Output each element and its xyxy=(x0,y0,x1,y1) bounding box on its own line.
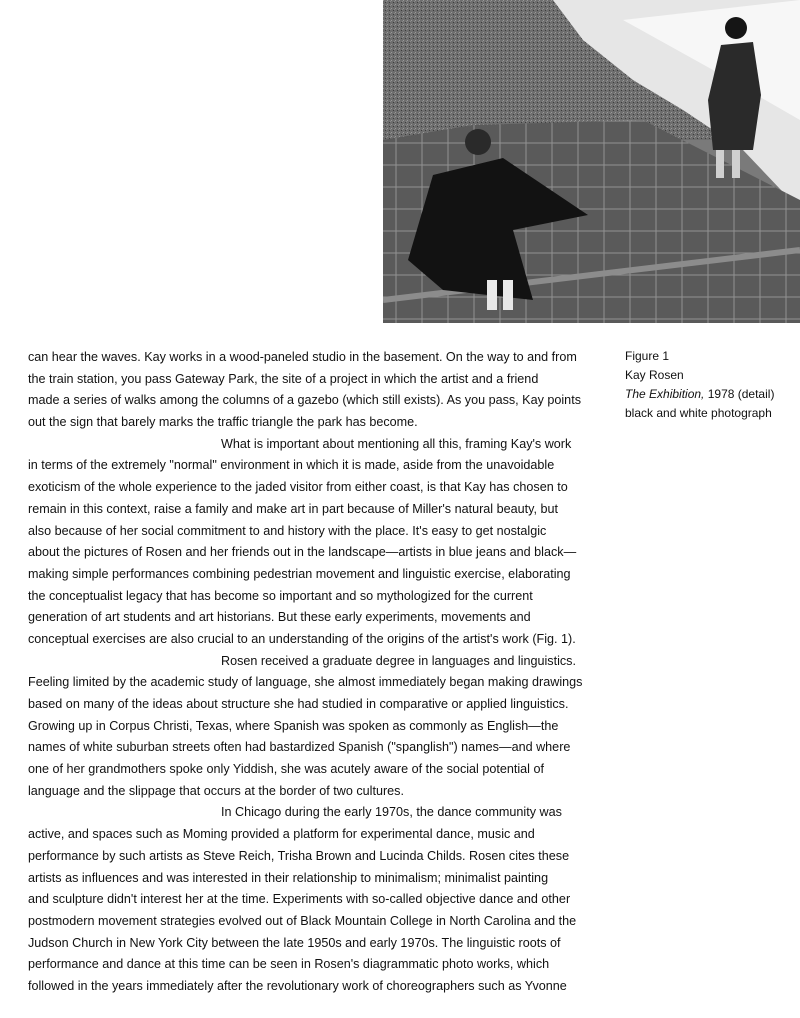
caption-date: 1978 (detail) xyxy=(704,387,775,401)
text-line: in terms of the extremely "normal" environment in which it is made, aside from the unavoidable xyxy=(28,458,555,473)
caption-artist: Kay Rosen xyxy=(625,368,684,382)
text-line: also because of her social commitment to and history with the place. It's easy to get nostalgic xyxy=(28,523,547,538)
text-line: about the pictures of Rosen and her friends out in the landscape—artists in blue jeans and black— xyxy=(28,545,577,560)
text-line: exoticism of the whole experience to the jaded visitor from either coast, is that Kay has chosen to xyxy=(28,480,568,495)
text-line: one of her grandmothers spoke only Yiddish, she was acutely aware of the social potential of xyxy=(28,762,544,777)
figure-caption xyxy=(625,347,797,423)
text-line: In Chicago during the early 1970s, the dance community was xyxy=(221,805,562,820)
text-line: conceptual exercises are also crucial to an understanding of the origins of the artist's work (Fig. 1). xyxy=(28,631,576,646)
text-line: made a series of walks among the columns of a gazebo (which still exists). As you pass, Kay points xyxy=(28,393,581,408)
text-line: Judson Church in New York City between the late 1950s and early 1970s. The linguistic roots of xyxy=(28,935,561,950)
text-line: can hear the waves. Kay works in a wood-paneled studio in the basement. On the way to and from xyxy=(28,350,577,364)
text-line: and sculpture didn't interest her at the time. Experiments with so-called objective dance and other xyxy=(28,892,571,907)
caption-title: The Exhibition, xyxy=(625,387,705,401)
text-line: the train station, you pass Gateway Park, the site of a project in which the artist and a friend xyxy=(28,371,539,386)
text-line: performance and dance at this time can be seen in Rosen's diagrammatic photo works, which xyxy=(28,957,550,972)
text-line: generation of art students and art historians. But these early experiments, movements and xyxy=(28,610,531,625)
caption-title-line xyxy=(625,385,797,404)
caption-figure-label: Figure 1 xyxy=(625,349,670,363)
text-line: Rosen received a graduate degree in languages and linguistics. xyxy=(221,653,576,668)
text-line: artists as influences and was interested in their relationship to minimalism; minimalist painting xyxy=(28,870,549,885)
text-line: the conceptualist legacy that has become so important and so mythologized for the current xyxy=(28,588,533,603)
text-line: Feeling limited by the academic study of language, she almost immediately began making drawings xyxy=(28,675,583,690)
text-line: followed in the years immediately after the revolutionary work of choreographers such as Yvonne xyxy=(28,978,567,993)
text-line: active, and spaces such as Moming provided a platform for experimental dance, music and xyxy=(28,827,535,842)
text-line: postmodern movement strategies evolved out of Black Mountain College in North Carolina and the xyxy=(28,913,577,928)
text-line: based on many of the ideas about structure she had studied in comparative or applied linguistics. xyxy=(28,697,569,711)
photograph-image xyxy=(383,0,800,323)
text-line: out the sign that barely marks the traffic triangle the park has become. xyxy=(28,415,418,430)
text-line: language and the slippage that occurs at the border of two cultures. xyxy=(28,783,404,798)
body-text xyxy=(28,347,613,998)
text-line: performance by such artists as Steve Reich, Trisha Brown and Lucinda Childs. Rosen cites these xyxy=(28,848,570,863)
figure-photograph xyxy=(383,0,800,323)
text-line: Growing up in Corpus Christi, Texas, where Spanish was spoken as commonly as English—the xyxy=(28,718,559,733)
text-line: names of white suburban streets often had bastardized Spanish ("spanglish") names—and where xyxy=(28,740,571,755)
caption-medium: black and white photograph xyxy=(625,406,772,420)
text-line: making simple performances combining pedestrian movement and linguistic exercise, elaborating xyxy=(28,566,571,581)
text-line: What is important about mentioning all this, framing Kay's work xyxy=(221,436,572,451)
text-line: remain in this context, raise a family and make art in part because of Miller's natural beauty, but xyxy=(28,501,558,516)
